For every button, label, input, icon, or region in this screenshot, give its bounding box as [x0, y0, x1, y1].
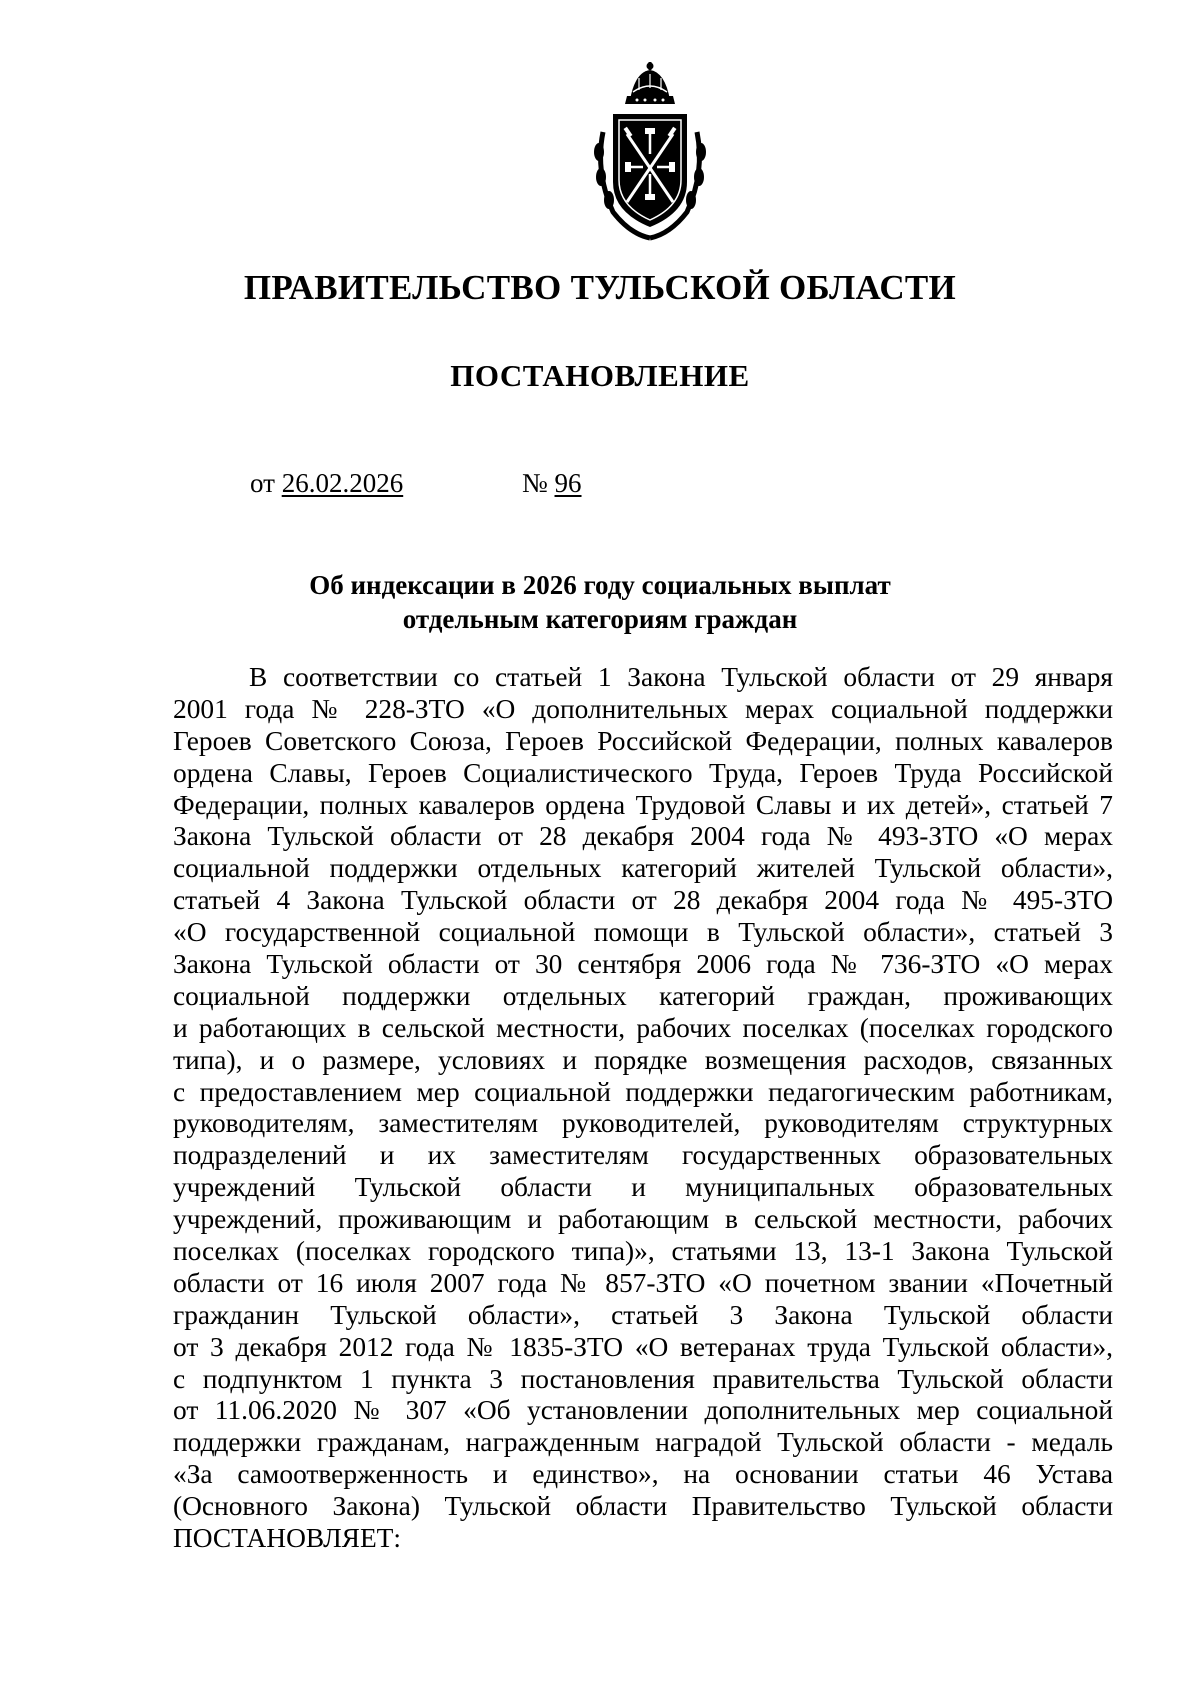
body-line: с предоставлением мер социальной поддержки педагогическим работникам,: [173, 1076, 1113, 1107]
body-line: подразделений и их заместителям государственных образовательных: [173, 1140, 1113, 1171]
body-line: руководителям, заместителям руководителей, руководителям структурных: [173, 1108, 1113, 1139]
body-line: ордена Славы, Героев Социалистического Труда, Героев Труда Российской: [173, 757, 1113, 788]
body-line: Героев Советского Союза, Героев Российской Федерации, полных кавалеров: [173, 725, 1113, 756]
document-subject: [0, 568, 1200, 636]
body-line: социальной поддержки отдельных категорий граждан, проживающих: [173, 980, 1113, 1011]
body-line: В соответствии со статьей 1 Закона Тульской области от 29 января: [249, 662, 1113, 692]
body-line: от 11.06.2020 № 307 «Об установлении дополнительных мер социальной: [173, 1395, 1113, 1426]
body-line: гражданин Тульской области», статьей 3 Закона Тульской области: [173, 1299, 1113, 1330]
subject-line: отдельным категориям граждан: [402, 604, 798, 634]
body-paragraph: [173, 662, 1113, 1555]
document-type-heading: ПОСТАНОВЛЕНИЕ: [450, 358, 750, 393]
tula-oblast-coat-of-arms-icon: [585, 62, 715, 242]
body-line: (Основного Закона) Тульской области Правительство Тульской области: [173, 1491, 1113, 1522]
document-number: [522, 468, 582, 499]
body-line: Федерации, полных кавалеров ордена Трудовой Славы и их детей», статьей 7: [173, 789, 1113, 820]
date-prefix: от: [250, 468, 275, 498]
body-line: учреждений, проживающим и работающим в сельской местности, рабочих: [173, 1204, 1113, 1235]
number-value: 96: [554, 468, 582, 498]
number-prefix: №: [522, 468, 548, 498]
body-line: от 3 декабря 2012 года № 1835-ЗТО «О ветеранах труда Тульской области»,: [173, 1331, 1113, 1362]
government-title: ПРАВИТЕЛЬСТВО ТУЛЬСКОЙ ОБЛАСТИ: [243, 268, 957, 307]
body-line: «За самоотверженность и единство», на основании статьи 46 Устава: [173, 1459, 1113, 1490]
body-line: типа), и о размере, условиях и порядке возмещения расходов, связанных: [173, 1044, 1113, 1075]
body-line: Закона Тульской области от 28 декабря 2004 года № 493-ЗТО «О мерах: [173, 821, 1113, 852]
body-line: ПОСТАНОВЛЯЕТ:: [173, 1523, 402, 1554]
body-line: с подпунктом 1 пункта 3 постановления правительства Тульской области: [173, 1363, 1113, 1394]
document-date: [250, 468, 403, 499]
body-line: 2001 года № 228-ЗТО «О дополнительных мерах социальной поддержки: [173, 693, 1113, 724]
coat-of-arms-emblem: [585, 62, 715, 242]
body-line: поддержки гражданам, награжденным наградой Тульской области - медаль: [173, 1427, 1113, 1458]
body-line: статьей 4 Закона Тульской области от 28 декабря 2004 года № 495-ЗТО: [173, 885, 1113, 916]
body-line: «О государственной социальной помощи в Тульской области», статьей 3: [173, 917, 1113, 948]
body-line: поселках (поселках городского типа)», статьями 13, 13-1 Закона Тульской: [173, 1236, 1113, 1267]
body-line: Закона Тульской области от 30 сентября 2006 года № 736-ЗТО «О мерах: [173, 949, 1113, 980]
body-line: социальной поддержки отдельных категорий жителей Тульской области»,: [173, 853, 1113, 884]
subject-line: Об индексации в 2026 году социальных выплат: [309, 570, 891, 600]
body-line: области от 16 июля 2007 года № 857-ЗТО «О почетном звании «Почетный: [173, 1267, 1113, 1298]
body-line: учреждений Тульской области и муниципальных образовательных: [173, 1172, 1113, 1203]
date-value: 26.02.2026: [281, 468, 404, 498]
body-line: и работающих в сельской местности, рабочих поселках (поселках городского: [173, 1012, 1113, 1043]
